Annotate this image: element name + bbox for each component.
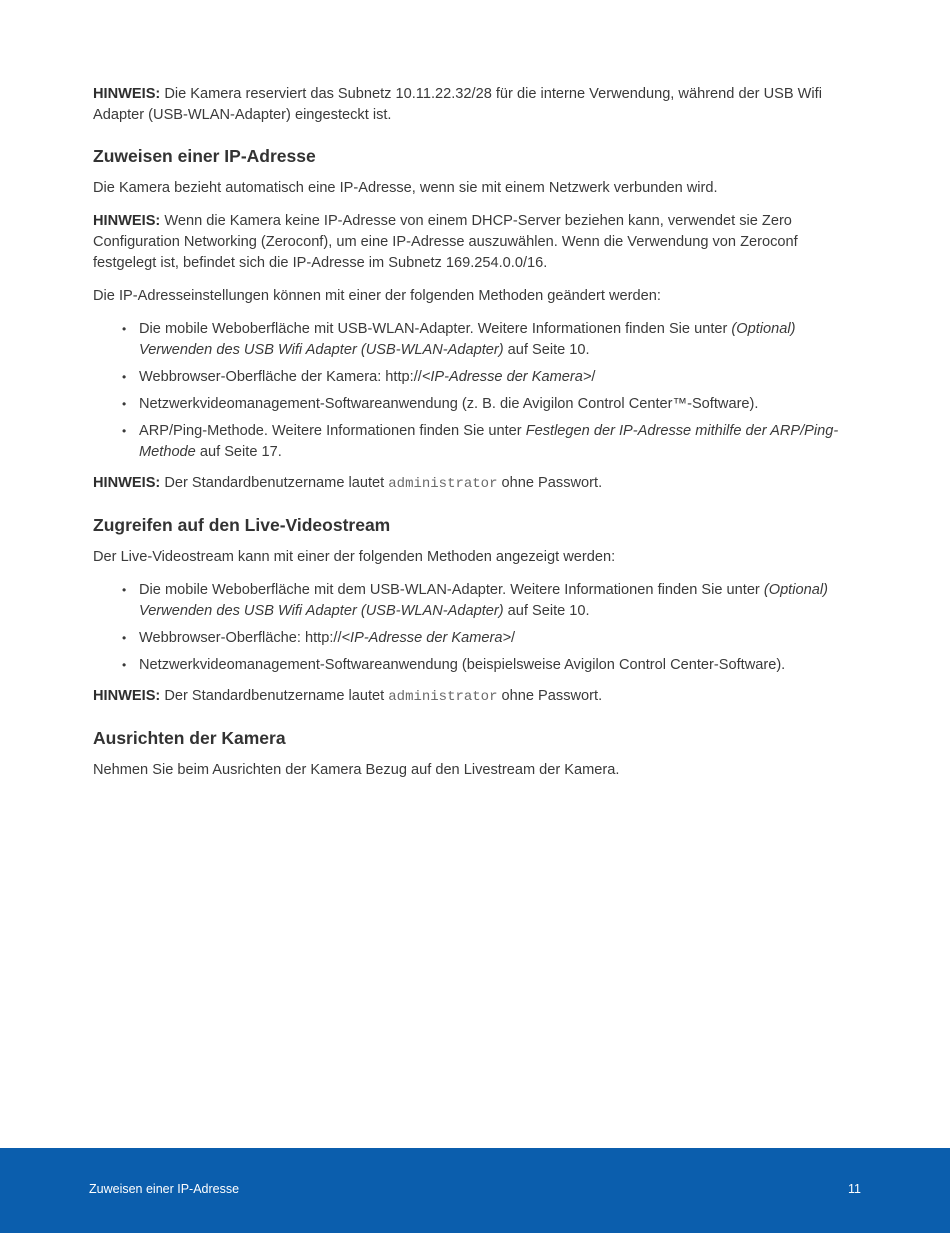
para-auto-ip: Die Kamera bezieht automatisch eine IP-Adresse, wenn sie mit einem Netzwerk verbunden wird. xyxy=(93,180,718,196)
note-zeroconf xyxy=(93,211,853,274)
note-default-username xyxy=(93,686,853,708)
item-text-post: auf Seite 10. xyxy=(503,603,590,619)
note-text: Der Standardbenutzername lautet xyxy=(160,688,389,704)
item-text-post: auf Seite 10. xyxy=(503,342,590,358)
note-usb-subnet xyxy=(93,84,853,126)
page-number: 11 xyxy=(848,1182,861,1196)
list-item xyxy=(122,394,853,415)
bullet-icon: • xyxy=(122,424,127,438)
item-text: Die mobile Weboberfläche mit USB-WLAN-Adapter. Weitere Informationen finden Sie unter xyxy=(139,321,732,337)
note-text: Wenn die Kamera keine IP-Adresse von einem DHCP-Server beziehen kann, verwendet sie Zero Configuration Networking (Zeroconf), um eine IP-Adresse auszuwählen. Wenn die Verwendung von Zeroconf festgelegt ist, befindet sich die IP-Adresse im Subnetz 169.254.0.0/16. xyxy=(93,213,798,271)
item-text-post: auf Seite 17. xyxy=(195,444,282,460)
ip-methods-list xyxy=(93,319,853,463)
item-text-post: / xyxy=(591,369,596,385)
cross-reference-link[interactable]: Festlegen der IP-Adresse mithilfe der ARP/Ping-Methode xyxy=(139,423,839,460)
note-text-post: ohne Passwort. xyxy=(497,688,603,704)
item-text: Netzwerkvideomanagement-Softwareanwendung (beispielsweise Avigilon Control Center-Software). xyxy=(139,657,786,673)
list-item xyxy=(122,628,853,649)
cross-reference-link[interactable]: (Optional) Verwenden des USB Wifi Adapter (USB-WLAN-Adapter) xyxy=(139,321,796,358)
page-footer xyxy=(0,1148,950,1233)
para-live-methods: Der Live-Videostream kann mit einer der folgenden Methoden angezeigt werden: xyxy=(93,549,616,565)
list-item xyxy=(122,319,853,361)
username-code: administrator xyxy=(388,689,498,705)
item-text-post: / xyxy=(511,630,516,646)
bullet-icon: • xyxy=(122,397,127,411)
note-default-username xyxy=(93,473,853,495)
item-text: Die mobile Weboberfläche mit dem USB-WLAN-Adapter. Weitere Informationen finden Sie unter xyxy=(139,582,764,598)
bullet-icon: • xyxy=(122,322,127,336)
list-item xyxy=(122,580,853,622)
page-content xyxy=(93,84,853,793)
item-text: Netzwerkvideomanagement-Softwareanwendung (z. B. die Avigilon Control Center™-Software). xyxy=(139,396,759,412)
item-text: ARP/Ping-Methode. Weitere Informationen finden Sie unter xyxy=(139,423,526,439)
bullet-icon: • xyxy=(122,631,127,645)
footer-section-title: Zuweisen einer IP-Adresse xyxy=(89,1182,240,1196)
live-methods-list xyxy=(93,580,853,676)
bullet-icon: • xyxy=(122,583,127,597)
item-text: Webbrowser-Oberfläche der Kamera: http:// xyxy=(139,369,422,385)
note-label: HINWEIS: xyxy=(93,475,161,491)
para-ip-methods: Die IP-Adresseinstellungen können mit einer der folgenden Methoden geändert werden: xyxy=(93,288,661,304)
note-label: HINWEIS: xyxy=(93,86,161,102)
heading-assign-ip: Zuweisen einer IP-Adresse xyxy=(93,146,316,166)
bullet-icon: • xyxy=(122,658,127,672)
heading-live-video: Zugreifen auf den Live-Videostream xyxy=(93,515,391,535)
list-item xyxy=(122,421,853,463)
item-text: Webbrowser-Oberfläche: http:// xyxy=(139,630,342,646)
note-label: HINWEIS: xyxy=(93,213,161,229)
note-text: Die Kamera reserviert das Subnetz 10.11.22.32/28 für die interne Verwendung, während der USB Wifi Adapter (USB-WLAN-Adapter) eingesteckt ist. xyxy=(93,86,822,123)
note-text-post: ohne Passwort. xyxy=(497,475,603,491)
list-item xyxy=(122,367,853,388)
cross-reference-link[interactable]: (Optional) Verwenden des USB Wifi Adapter (USB-WLAN-Adapter) xyxy=(139,582,828,619)
bullet-icon: • xyxy=(122,370,127,384)
note-text: Der Standardbenutzername lautet xyxy=(160,475,389,491)
heading-aim-camera: Ausrichten der Kamera xyxy=(93,728,286,748)
username-code: administrator xyxy=(388,476,498,492)
para-aim-camera: Nehmen Sie beim Ausrichten der Kamera Bezug auf den Livestream der Kamera. xyxy=(93,762,620,778)
url-placeholder: <IP-Adresse der Kamera> xyxy=(421,369,592,385)
url-placeholder: <IP-Adresse der Kamera> xyxy=(341,630,512,646)
note-label: HINWEIS: xyxy=(93,688,161,704)
list-item xyxy=(122,655,853,676)
